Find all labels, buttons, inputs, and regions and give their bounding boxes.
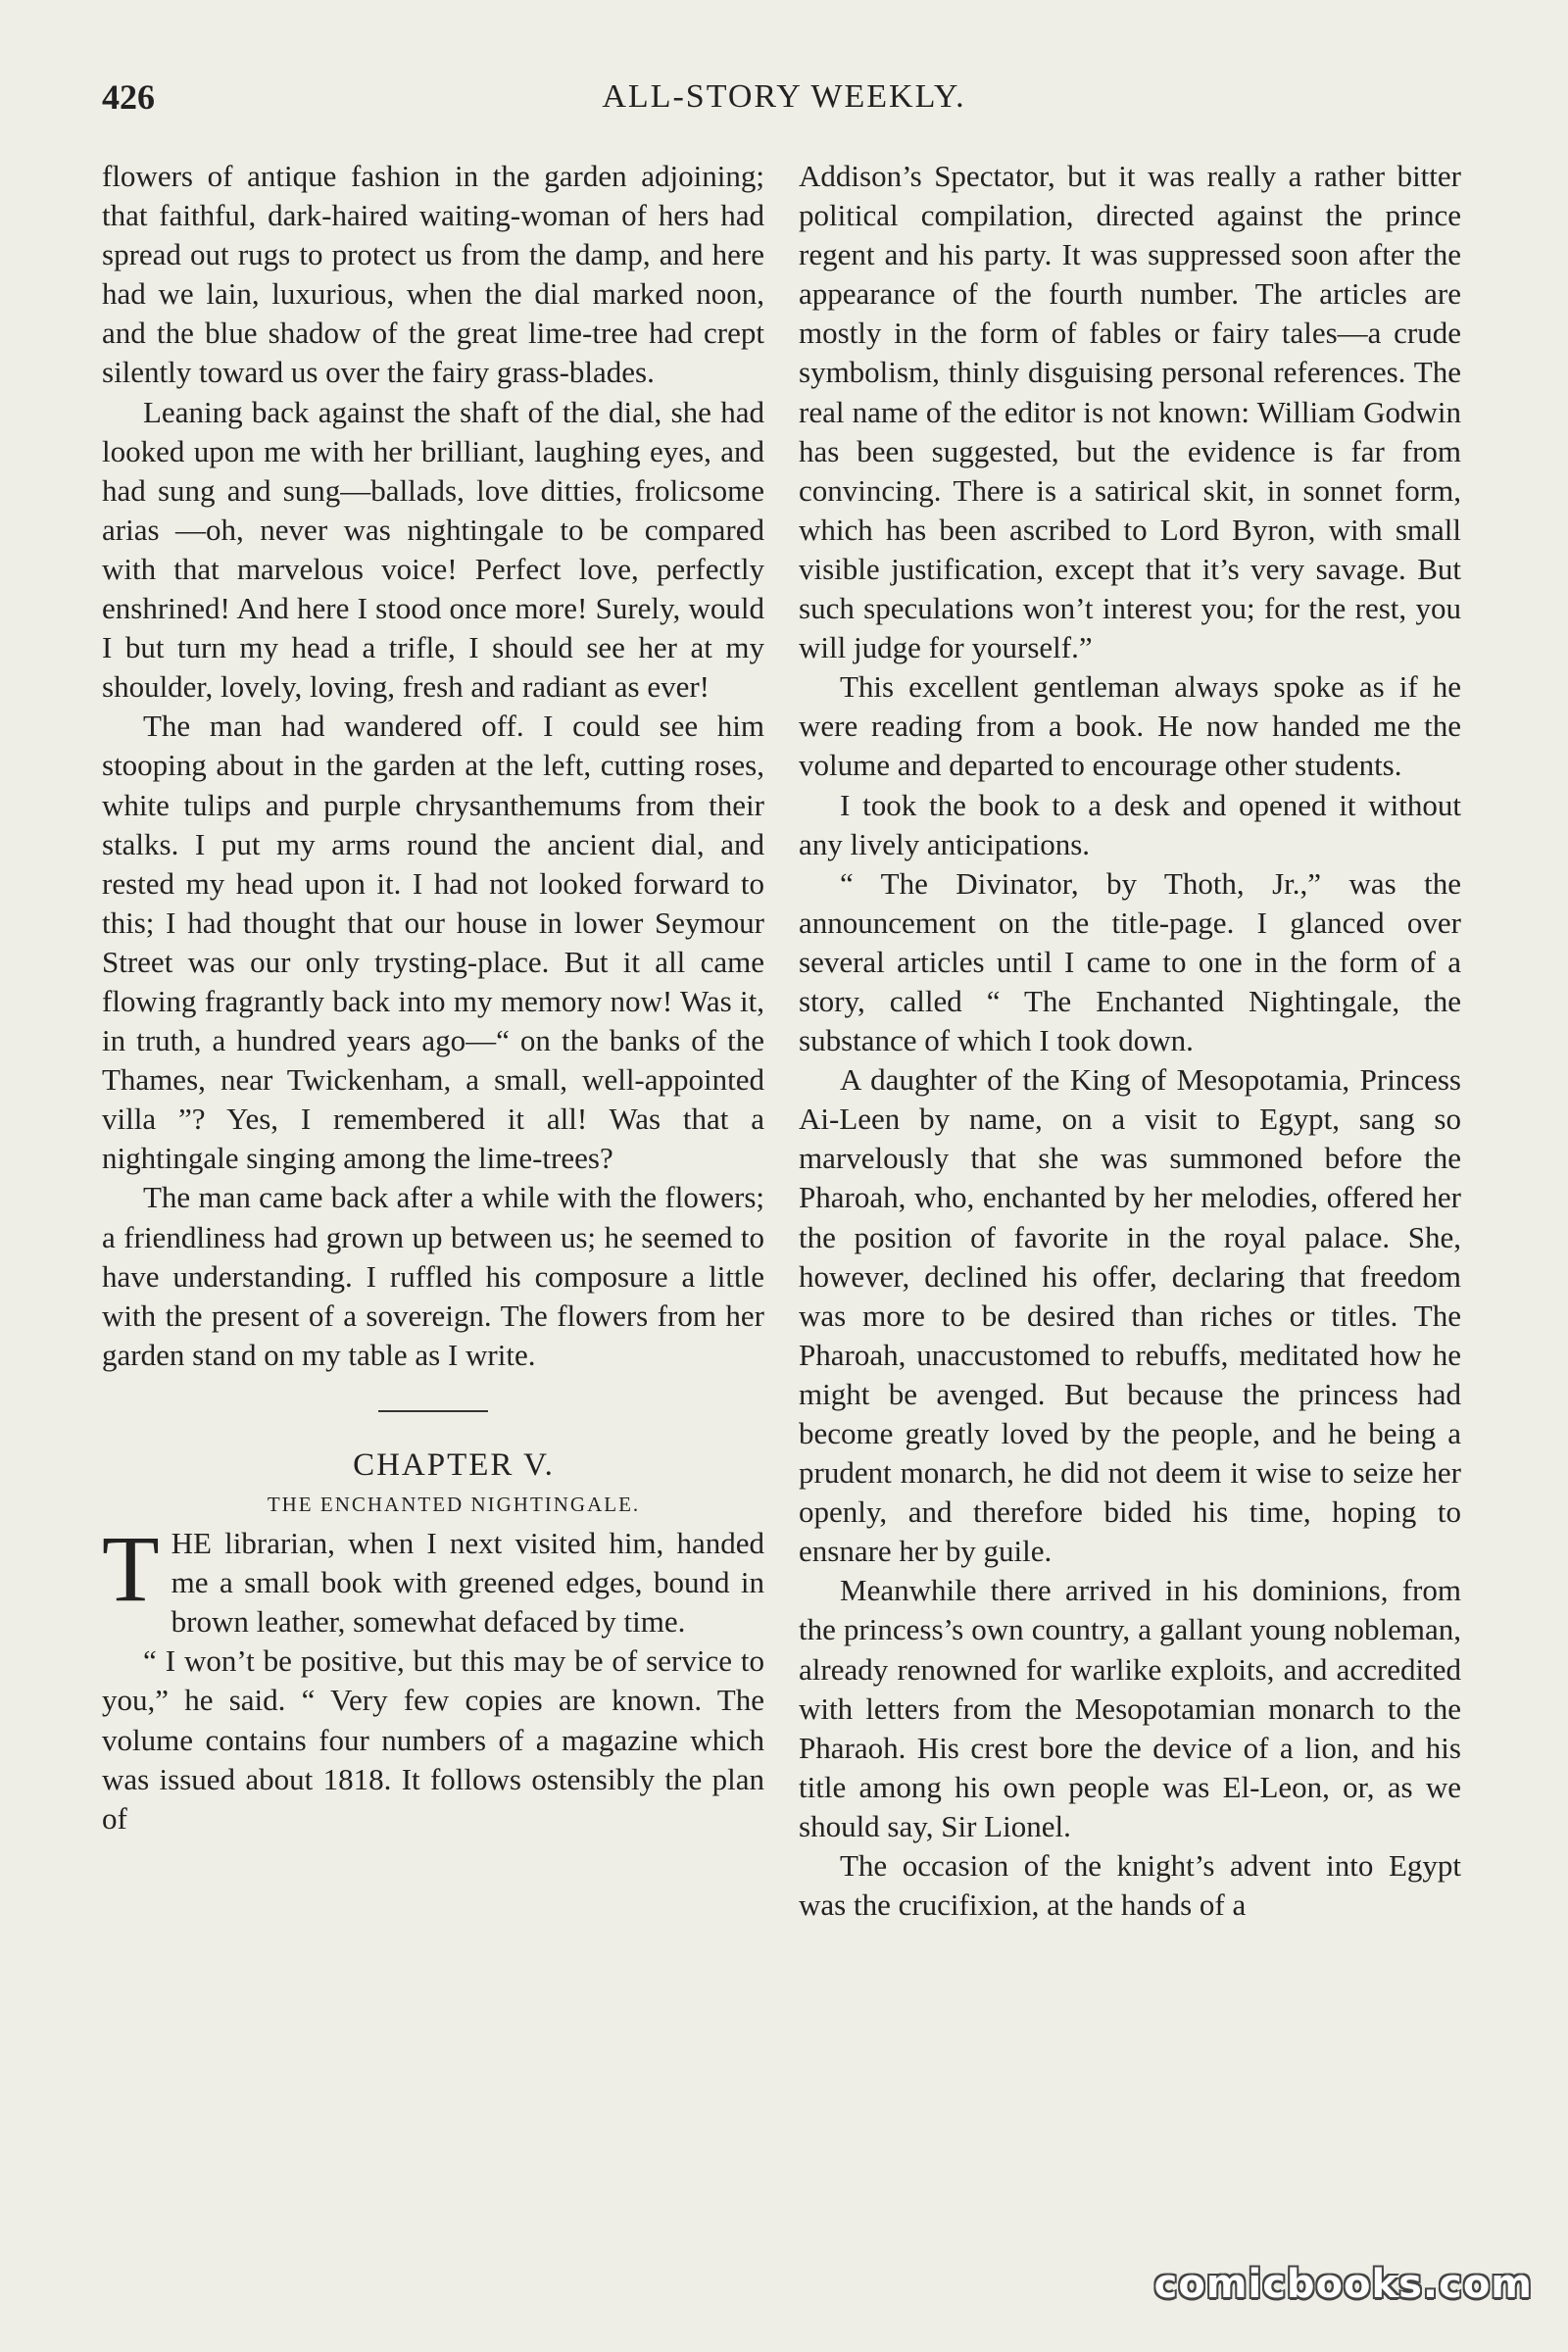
drop-cap: T: [102, 1516, 160, 1622]
paragraph: Meanwhile there arrived in his dominions, from the princess’s own country, a gallant young nobleman, already renowned for warlike exploits, and accredited with letters from the Mesopotamian monarch to the Pharaoh. His crest bore the device of a lion, and his title among his own people was El-Leon, or, as we should say, Sir Lionel.: [799, 1573, 1461, 1843]
paragraph: “ The Divinator, by Thoth, Jr.,” was the announcement on the title-page. I glanced over several articles until I came to one in the form of a story, called “ The Enchanted Nightingale, the substance of which I took down.: [799, 865, 1461, 1058]
paragraph: The occasion of the knight’s advent into Egypt was the crucifixion, at the hands of a: [799, 1848, 1461, 1923]
left-column: [102, 157, 764, 1838]
right-column: [799, 157, 1461, 1925]
page-header: [0, 76, 1568, 135]
paragraph: flowers of antique fashion in the garden adjoining; that faithful, dark-haired waiting-woman of hers had spread out rugs to protect us from the damp, and here had we lain, luxurious, when the dial marked noon, and the blue shadow of the great lime-tree had crept silently toward us over the fairy grass-blades.: [102, 159, 764, 390]
running-title: ALL-STORY WEEKLY.: [602, 78, 966, 115]
paragraph: “ I won’t be positive, but this may be of service to you,” he said. “ Very few copies are known. The volume contains four numbers of a magazine which was issued about 1818. It follows ostensibly the plan of: [102, 1643, 764, 1836]
paragraph: A daughter of the King of Mesopotamia, Princess Ai-Leen by name, on a visit to Egypt, sang so marvelously that she was summoned before the Pharoah, who, enchanted by her melodies, offered her the position of favorite in the royal palace. She, however, declined his offer, declaring that freedom was more to be desired than riches or titles. The Pharoah, unaccustomed to rebuffs, meditated how he might be avenged. But because the princess had become greatly loved by the people, and he being a prudent monarch, he did not deem it wise to seize her openly, and therefore bided his time, hoping to ensnare her by guile.: [799, 1062, 1461, 1569]
paragraph: Addison’s Spectator, but it was really a rather bitter political compilation, directed against the prince regent and his party. It was suppressed soon after the appearance of the fourth number. The articles are mostly in the form of fables or fairy tales—a crude symbolism, thinly disguising personal references. The real name of the editor is not known: William Godwin has been suggested, but the evidence is far from convincing. There is a satirical skit, in sonnet form, which has been ascribed to Lord Byron, with small visible justification, except that it’s very savage. But such speculations won’t interest you; for the rest, you will judge for yourself.”: [799, 159, 1461, 665]
paragraph: The man came back after a while with the flowers; a friendliness had grown up between us; he seemed to have understanding. I ruffled his composure a little with the present of a sovereign. The flowers from her garden stand on my table as I write.: [102, 1180, 764, 1372]
paragraph: I took the book to a desk and opened it without any lively anticipations.: [799, 787, 1461, 861]
paragraph: The man had wandered off. I could see him stooping about in the garden at the left, cutting roses, white tulips and purple chrysanthemums from their stalks. I put my arms round the ancient dial, and rested my head upon it. I had not looked forward to this; I had thought that our house in lower Seymour Street was our only trysting-place. But it all came flowing fragrantly back into my memory now! Was it, in truth, a hundred years ago—“ on the banks of the Thames, near Twickenham, a small, well-appointed villa ”? Yes, I remembered it all! Was that a nightingale singing among the lime-trees?: [102, 709, 764, 1176]
paragraph-text: HE librarian, when I next visited him, handed me a small book with greened edges, bound in brown leather, somewhat defaced by time.: [171, 1526, 764, 1640]
watermark-logo: comicbooks.com: [1153, 2262, 1533, 2307]
paragraph: This excellent gentleman always spoke as if he were reading from a book. He now handed me the volume and departed to encourage other students.: [799, 669, 1461, 783]
paragraph: Leaning back against the shaft of the dial, she had looked upon me with her brilliant, laughing eyes, and had sung and sung—ballads, love ditties, frolicsome arias —oh, never was nightingale to be compared with that marvelous voice! Perfect love, perfectly enshrined! And here I stood once more! Surely, would I but turn my head a trifle, I should see her at my shoulder, lovely, loving, fresh and radiant as ever!: [102, 394, 764, 705]
chapter-subtitle: THE ENCHANTED NIGHTINGALE.: [267, 1493, 641, 1516]
page-number: 426: [102, 77, 155, 117]
chapter-title: CHAPTER V.: [353, 1446, 555, 1483]
section-divider: [378, 1410, 488, 1412]
chapter-first-paragraph: [102, 1516, 764, 1642]
